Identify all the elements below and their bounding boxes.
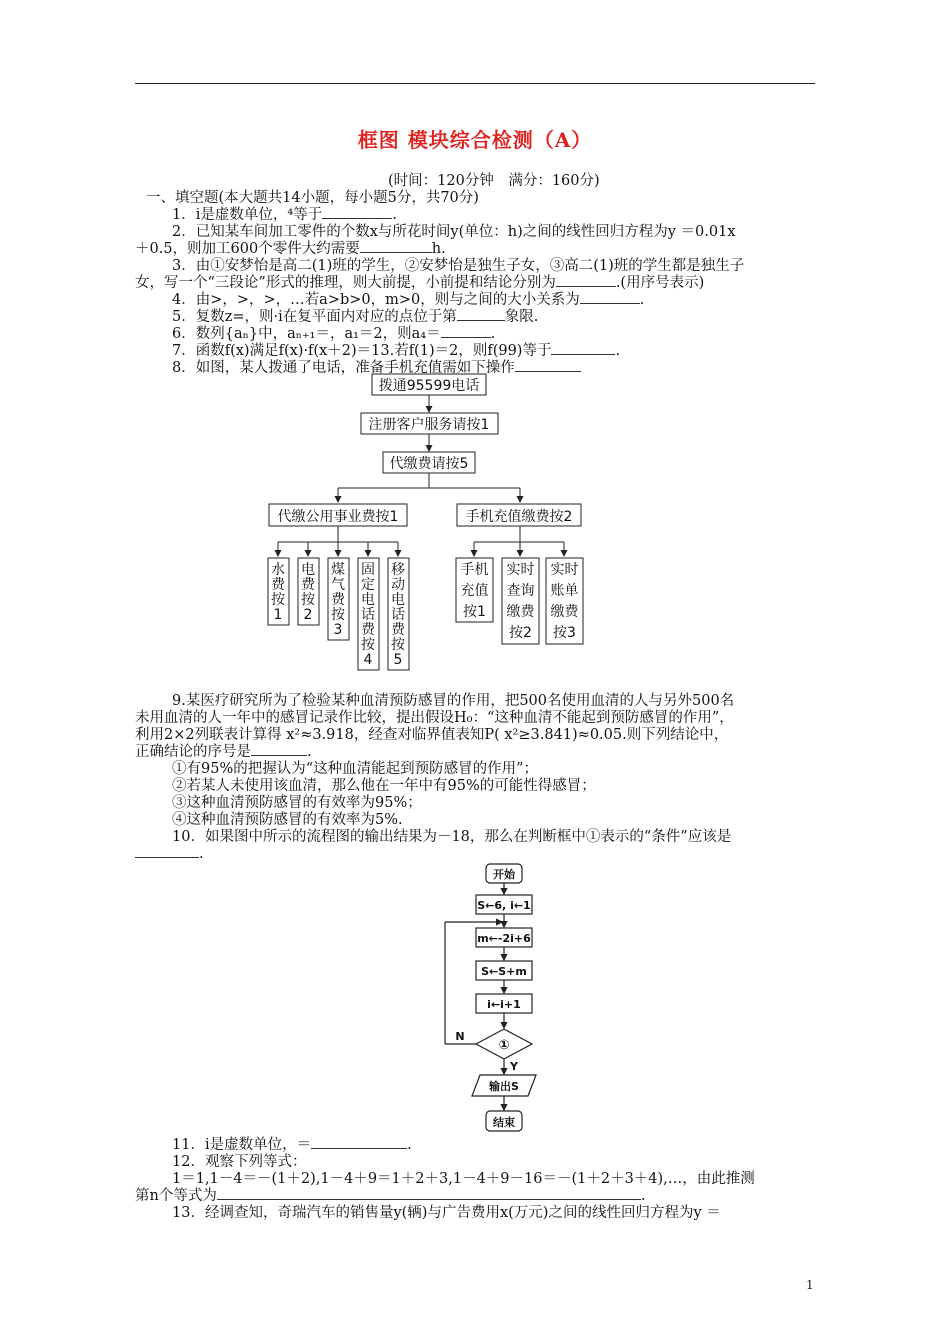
tree-register-text: 注册客户服务请按1 bbox=[368, 417, 490, 433]
question-9-option-1: ①有95%的把握认为“这种血清能起到预防感冒的作用”； bbox=[172, 761, 539, 777]
tree-pay-text: 代缴费请按5 bbox=[389, 456, 469, 472]
page-title: 框图 模块综合检测（A） bbox=[357, 128, 593, 152]
question-12-cont1: 1＝1,1－4＝－(1＋2),1－4＋9＝1＋2＋3,1－4＋9－16＝－(1＋2＋3＋4),…，由此推测 bbox=[172, 1171, 755, 1187]
question-3-cont: 女，写一个“三段论”形式的推理，则大前提，小前提和结论分别为 .(用序号表示) bbox=[135, 275, 705, 291]
question-8: 8．如图，某人拨通了电话，准备手机充值需如下操作 bbox=[172, 359, 581, 377]
question-3: 3．由①安梦怡是高二(1)班的学生，②安梦怡是独生子女，③高二(1)班的学生都是独生子 bbox=[172, 258, 745, 274]
leaf-right-2: 实时查询缴费按2 bbox=[506, 562, 535, 641]
flowchart bbox=[440, 860, 560, 1136]
flow-output: 输出S bbox=[489, 1080, 519, 1093]
question-2: 2．已知某车间加工零件的个数x与所花时间y(单位：h)之间的线性回归方程为y ＝0.01x bbox=[172, 224, 736, 240]
question-9-option-4: ④这种血清预防感冒的有效率为5%. bbox=[172, 812, 403, 828]
leaf-left-3: 煤气费按 3 bbox=[331, 562, 345, 638]
question-5: 5．复数z=，则·i在复平面内对应的点位于第 象限. bbox=[172, 309, 539, 325]
question-1: 1．i是虚数单位，⁴等于 . bbox=[172, 207, 397, 223]
leaf-left-2: 电费按 2 bbox=[301, 562, 315, 623]
question-13: 13．经调查知，奇瑞汽车的销售量y(辆)与广告费用x(万元)之间的线性回归方程为y ＝ bbox=[172, 1205, 721, 1221]
flow-yes-label: Y bbox=[510, 1060, 518, 1073]
phone-menu-diagram bbox=[260, 372, 600, 672]
leaf-left-5: 移动电话费按 5 bbox=[391, 562, 405, 668]
tree-utility-text: 代缴公用事业费按1 bbox=[277, 509, 399, 525]
tree-mobile-text: 手机充值缴费按2 bbox=[465, 509, 573, 525]
question-12-cont2: 第n个等式为 . bbox=[135, 1188, 646, 1204]
header-rule bbox=[135, 83, 815, 84]
flow-condition: ① bbox=[498, 1038, 510, 1053]
question-4: 4．由>，>，>，…若a>b>0，m>0，则与之间的大小关系为 . bbox=[172, 292, 645, 308]
page-number: 1 bbox=[806, 1278, 814, 1292]
flow-start: 开始 bbox=[493, 868, 515, 881]
question-9-option-3: ③这种血清预防感冒的有效率为95%； bbox=[172, 795, 422, 811]
exam-meta: (时间：120分钟 满分：160分) bbox=[388, 173, 600, 189]
question-9-cont1: 未用血清的人一年中的感冒记录作比较，提出假设H₀：“这种血清不能起到预防感冒的作用”， bbox=[135, 710, 734, 726]
question-9: 9.某医疗研究所为了检验某种血清预防感冒的作用，把500名使用血清的人与另外500名 bbox=[172, 693, 735, 709]
question-9-cont2: 利用2×2列联表计算得 x²≈3.918，经查对临界值表知P( x²≥3.841)≈0.05.则下列结论中， bbox=[135, 727, 729, 743]
flow-s: S←S+m bbox=[481, 965, 527, 978]
question-7: 7．函数f(x)满足f(x)·f(x＋2)＝13.若f(1)＝2，则f(99)等于 . bbox=[172, 343, 621, 359]
flow-end: 结束 bbox=[493, 1116, 515, 1129]
flow-no-label: N bbox=[455, 1030, 465, 1043]
leaf-right-3: 实时账单缴费按3 bbox=[550, 562, 579, 641]
question-6: 6．数列{aₙ}中，aₙ₊₁＝，a₁＝2，则a₄＝ . bbox=[172, 326, 496, 342]
question-9-cont3: 正确结论的序号是 . bbox=[135, 744, 312, 760]
question-12: 12．观察下列等式： bbox=[172, 1154, 307, 1170]
question-9-option-2: ②若某人未使用该血清，那么他在一年中有95%的可能性得感冒； bbox=[172, 778, 596, 794]
question-2-cont: ＋0.5，则加工600个零件大约需要 h. bbox=[135, 241, 446, 257]
leaf-left-4: 固定电话费按 4 bbox=[361, 562, 375, 668]
leaf-left-1: 水费按 1 bbox=[271, 562, 285, 623]
question-10: 10．如果图中所示的流程图的输出结果为－18，那么在判断框中①表示的“条件”应该是 bbox=[172, 829, 732, 845]
flow-m: m←-2i+6 bbox=[477, 932, 531, 945]
tree-root-text: 拨通95599电话 bbox=[378, 378, 480, 394]
flow-init: S←6, i←1 bbox=[477, 899, 531, 912]
question-10-cont: . bbox=[135, 845, 204, 863]
section-heading: 一、填空题(本大题共14小题，每小题5分，共70分) bbox=[146, 190, 479, 206]
flow-i: i←i+1 bbox=[487, 998, 521, 1011]
question-11: 11．i是虚数单位，＝ . bbox=[172, 1137, 412, 1153]
leaf-right-1: 手机充值按1 bbox=[460, 562, 489, 620]
